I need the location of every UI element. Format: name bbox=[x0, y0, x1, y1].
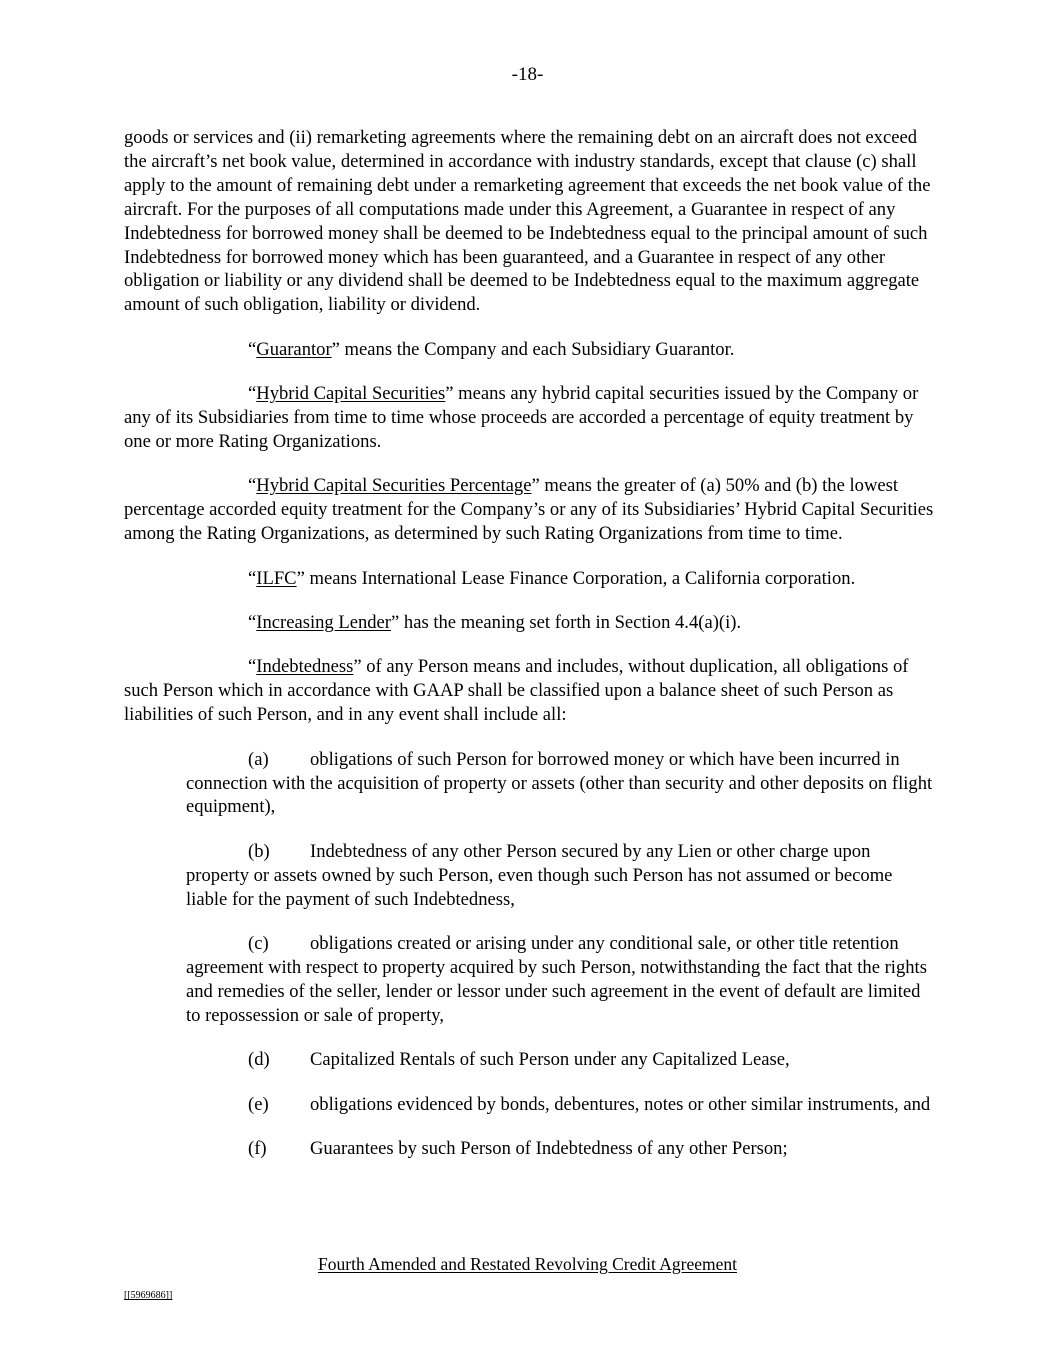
list-item-label: (f) bbox=[248, 1138, 267, 1159]
document-id: [[5969686]] bbox=[124, 1290, 173, 1301]
definition-text: of any Person means and includes, without duplication, all obligations of such Person which in accordance with GAAP shall be classified upon a balance sheet of such Person as liabilities of such Person, and in any event shall include all: bbox=[124, 656, 909, 726]
list-item bbox=[186, 1048, 936, 1072]
footer-title-text: Fourth Amended and Restated Revolving Credit Agreement bbox=[318, 1254, 737, 1274]
list-item-text: Capitalized Rentals of such Person under any Capitalized Lease, bbox=[310, 1049, 790, 1071]
page-number: -18- bbox=[511, 64, 544, 85]
defined-term: ILFC bbox=[256, 567, 297, 589]
definition-ilfc: “ILFC” means International Lease Finance Corporation, a California corporation. bbox=[248, 567, 856, 589]
definition-increasing-lender: “Increasing Lender” has the meaning set forth in Section 4.4(a)(i). bbox=[248, 612, 742, 633]
list-item-label: (c) bbox=[248, 933, 269, 955]
list-item-text: Guarantees by such Person of Indebtedness of any other Person; bbox=[310, 1138, 788, 1159]
list-item bbox=[186, 1137, 936, 1161]
definition-text: has the meaning set forth in Section 4.4(a)(i). bbox=[399, 612, 742, 633]
definition-text: means the Company and each Subsidiary Guarantor. bbox=[339, 338, 735, 360]
definition-text: means the greater of (a) 50% and (b) the lowest percentage accorded equity treatment for the Company’s or any of its Subsidiaries’ Hybrid Capital Securities among the Rating Organizations, as determined by such Rating Organizations from time to time. bbox=[124, 475, 934, 545]
definition-hybrid-capital-securities: “Hybrid Capital Securities” means any hybrid capital securities issued by the Company or any of its Subsidiaries from time to time whose proceeds are accorded a percentage of equity treatment by one or more Rating Organizations. bbox=[124, 383, 919, 452]
list-item-text: obligations evidenced by bonds, debentures, notes or other similar instruments, and bbox=[310, 1093, 931, 1115]
list-item-label: (a) bbox=[248, 748, 269, 770]
defined-term: Hybrid Capital Securities bbox=[256, 383, 446, 405]
defined-term: Increasing Lender bbox=[256, 612, 391, 633]
list-item bbox=[186, 840, 936, 912]
definition-hybrid-capital-securities-percentage: “Hybrid Capital Securities Percentage” means the greater of (a) 50% and (b) the lowest percentage accorded equity treatment for the Company’s or any of its Subsidiaries’ Hybrid Capital Securities among the Rating Organizations, as determined by such Rating Organizations from time to time. bbox=[124, 475, 934, 545]
defined-term: Hybrid Capital Securities Percentage bbox=[256, 475, 532, 497]
definition-guarantor: “Guarantor” means the Company and each Subsidiary Guarantor. bbox=[248, 338, 735, 360]
footer-title bbox=[0, 1254, 1055, 1275]
list-item-label: (d) bbox=[248, 1049, 270, 1071]
definition-text: means International Lease Finance Corporation, a California corporation. bbox=[304, 567, 856, 589]
list-item bbox=[186, 932, 936, 1028]
defined-term: Guarantor bbox=[256, 338, 332, 360]
list-item-text: Indebtedness of any other Person secured by any Lien or other charge upon property or assets owned by such Person, even though such Person has not assumed or become liable for the payment of such Indebtedness, bbox=[186, 840, 893, 910]
list-item-text: obligations of such Person for borrowed money or which have been incurred in connection with the acquisition of property or assets (other than security and other deposits on flight equipment), bbox=[186, 748, 933, 818]
defined-term: Indebtedness bbox=[256, 656, 354, 678]
list-item-text: obligations created or arising under any conditional sale, or other title retention agreement with respect to property acquired by such Person, notwithstanding the fact that the rights and remedies of the seller, lender or lessor under such agreement in the event of default are limited to repossession or sale of property, bbox=[186, 933, 927, 1026]
list-item-label: (e) bbox=[248, 1093, 269, 1115]
list-item bbox=[186, 748, 936, 820]
document-body bbox=[124, 126, 936, 1181]
definition-text: means any hybrid capital securities issued by the Company or any of its Subsidiaries from time to time whose proceeds are accorded a percentage of equity treatment by one or more Rating Organizations. bbox=[124, 383, 919, 452]
list-item-label: (b) bbox=[248, 840, 270, 862]
definition-indebtedness: “Indebtedness” of any Person means and includes, without duplication, all obligations of such Person which in accordance with GAAP shall be classified upon a balance sheet of such Person as liabilities of such Person, and in any event shall include all: bbox=[124, 656, 909, 726]
list-item bbox=[186, 1093, 936, 1117]
paragraph-continuation: goods or services and (ii) remarketing agreements where the remaining debt on an aircraft does not exceed the aircraft’s net book value, determined in accordance with industry standards, except that clause (c) shall apply to the amount of remaining debt under a remarketing agreement that exceeds the net book value of the aircraft. For the purposes of all computations made under this Agreement, a Guarantee in respect of any Indebtedness for borrowed money shall be deemed to be Indebtedness equal to the principal amount of such Indebtedness for borrowed money which has been guaranteed, and a Guarantee in respect of any other obligation or liability or any dividend shall be deemed to be Indebtedness equal to the maximum aggregate amount of such obligation, liability or dividend. bbox=[124, 127, 931, 316]
